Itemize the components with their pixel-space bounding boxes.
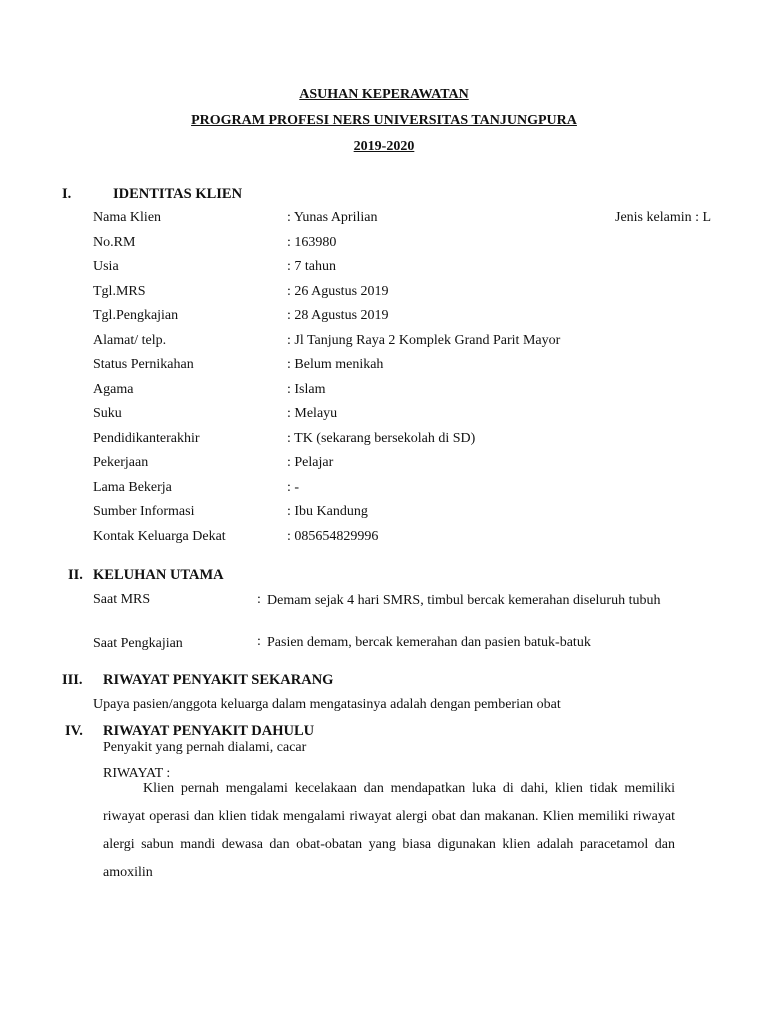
- section-1-heading: [62, 186, 362, 206]
- section-1-number: I.: [62, 186, 72, 202]
- identity-value: : 26 Agustus 2019: [287, 284, 389, 299]
- gender-field: Jenis kelamin : L: [615, 210, 712, 225]
- identity-label: No.RM: [93, 235, 136, 250]
- complaint-label: Saat MRS: [93, 592, 151, 607]
- identity-value: : 7 tahun: [287, 259, 336, 274]
- identity-label: Tgl.MRS: [93, 284, 146, 299]
- riwayat-label: RIWAYAT :: [103, 766, 171, 781]
- complaint-label: Saat Pengkajian: [93, 636, 183, 651]
- section-3-heading: [62, 672, 402, 692]
- complaint-text: Demam sejak 4 hari SMRS, timbul bercak kemerahan diseluruh tubuh: [267, 593, 661, 608]
- identity-label: Suku: [93, 406, 122, 421]
- complaint-item: [93, 592, 693, 628]
- identity-value: : Jl Tanjung Raya 2 Komplek Grand Parit Mayor: [287, 333, 561, 348]
- identity-label: Status Pernikahan: [93, 357, 194, 372]
- section-2-heading: [68, 567, 368, 587]
- identity-label: Usia: [93, 259, 119, 274]
- identity-value: : Belum menikah: [287, 357, 384, 372]
- identity-value: : TK (sekarang bersekolah di SD): [287, 431, 476, 446]
- header-program: PROGRAM PROFESI NERS UNIVERSITAS TANJUNGPURA: [191, 113, 577, 128]
- header-year: 2019-2020: [353, 139, 415, 154]
- complaint-item: [93, 634, 693, 654]
- section-3-title: RIWAYAT PENYAKIT SEKARANG: [103, 672, 334, 688]
- identity-label: Kontak Keluarga Dekat: [93, 529, 226, 544]
- identity-value: : Yunas Aprilian: [287, 210, 378, 225]
- identity-label: Tgl.Pengkajian: [93, 308, 179, 323]
- section-2-title: KELUHAN UTAMA: [93, 567, 224, 583]
- section-4-number: IV.: [65, 723, 83, 739]
- identity-label: Pekerjaan: [93, 455, 149, 470]
- identity-value: : 163980: [287, 235, 337, 250]
- past-illness-text: Penyakit yang pernah dialami, cacar: [103, 740, 307, 755]
- identity-value: : Ibu Kandung: [287, 504, 368, 519]
- identity-label: Nama Klien: [93, 210, 162, 225]
- riwayat-paragraph: Klien pernah mengalami kecelakaan dan mendapatkan luka di dahi, klien tidak memiliki riwayat operasi dan klien tidak mengalami riwayat alergi obat dan makanan. Klien memiliki riwayat alergi sabun mandi dewasa dan obat-obatan yang biasa digunakan klien adalah paracetamol dan amoxilin: [103, 781, 675, 880]
- section-4-title: RIWAYAT PENYAKIT DAHULU: [103, 723, 315, 739]
- identity-value: : -: [287, 480, 300, 495]
- section-1-title: IDENTITAS KLIEN: [113, 186, 243, 202]
- complaint-colon: :: [257, 592, 261, 607]
- identity-label: Sumber Informasi: [93, 504, 195, 519]
- identity-value: : 28 Agustus 2019: [287, 308, 389, 323]
- section-2-number: II.: [68, 567, 83, 583]
- identity-value: : 085654829996: [287, 529, 379, 544]
- document-header: [0, 87, 768, 165]
- identity-label: Alamat/ telp.: [93, 333, 167, 348]
- identity-value: : Melayu: [287, 406, 338, 421]
- identity-label: Pendidikanterakhir: [93, 431, 200, 446]
- identity-value: : Pelajar: [287, 455, 334, 470]
- identity-value: : Islam: [287, 382, 326, 397]
- identity-label: Agama: [93, 382, 134, 397]
- section-3-text: Upaya pasien/anggota keluarga dalam mengatasinya adalah dengan pemberian obat: [93, 697, 561, 712]
- header-title: ASUHAN KEPERAWATAN: [299, 87, 469, 102]
- complaint-colon: :: [257, 634, 261, 649]
- identity-label: Lama Bekerja: [93, 480, 172, 495]
- complaint-text: Pasien demam, bercak kemerahan dan pasien batuk-batuk: [267, 635, 591, 650]
- section-3-number: III.: [62, 672, 83, 688]
